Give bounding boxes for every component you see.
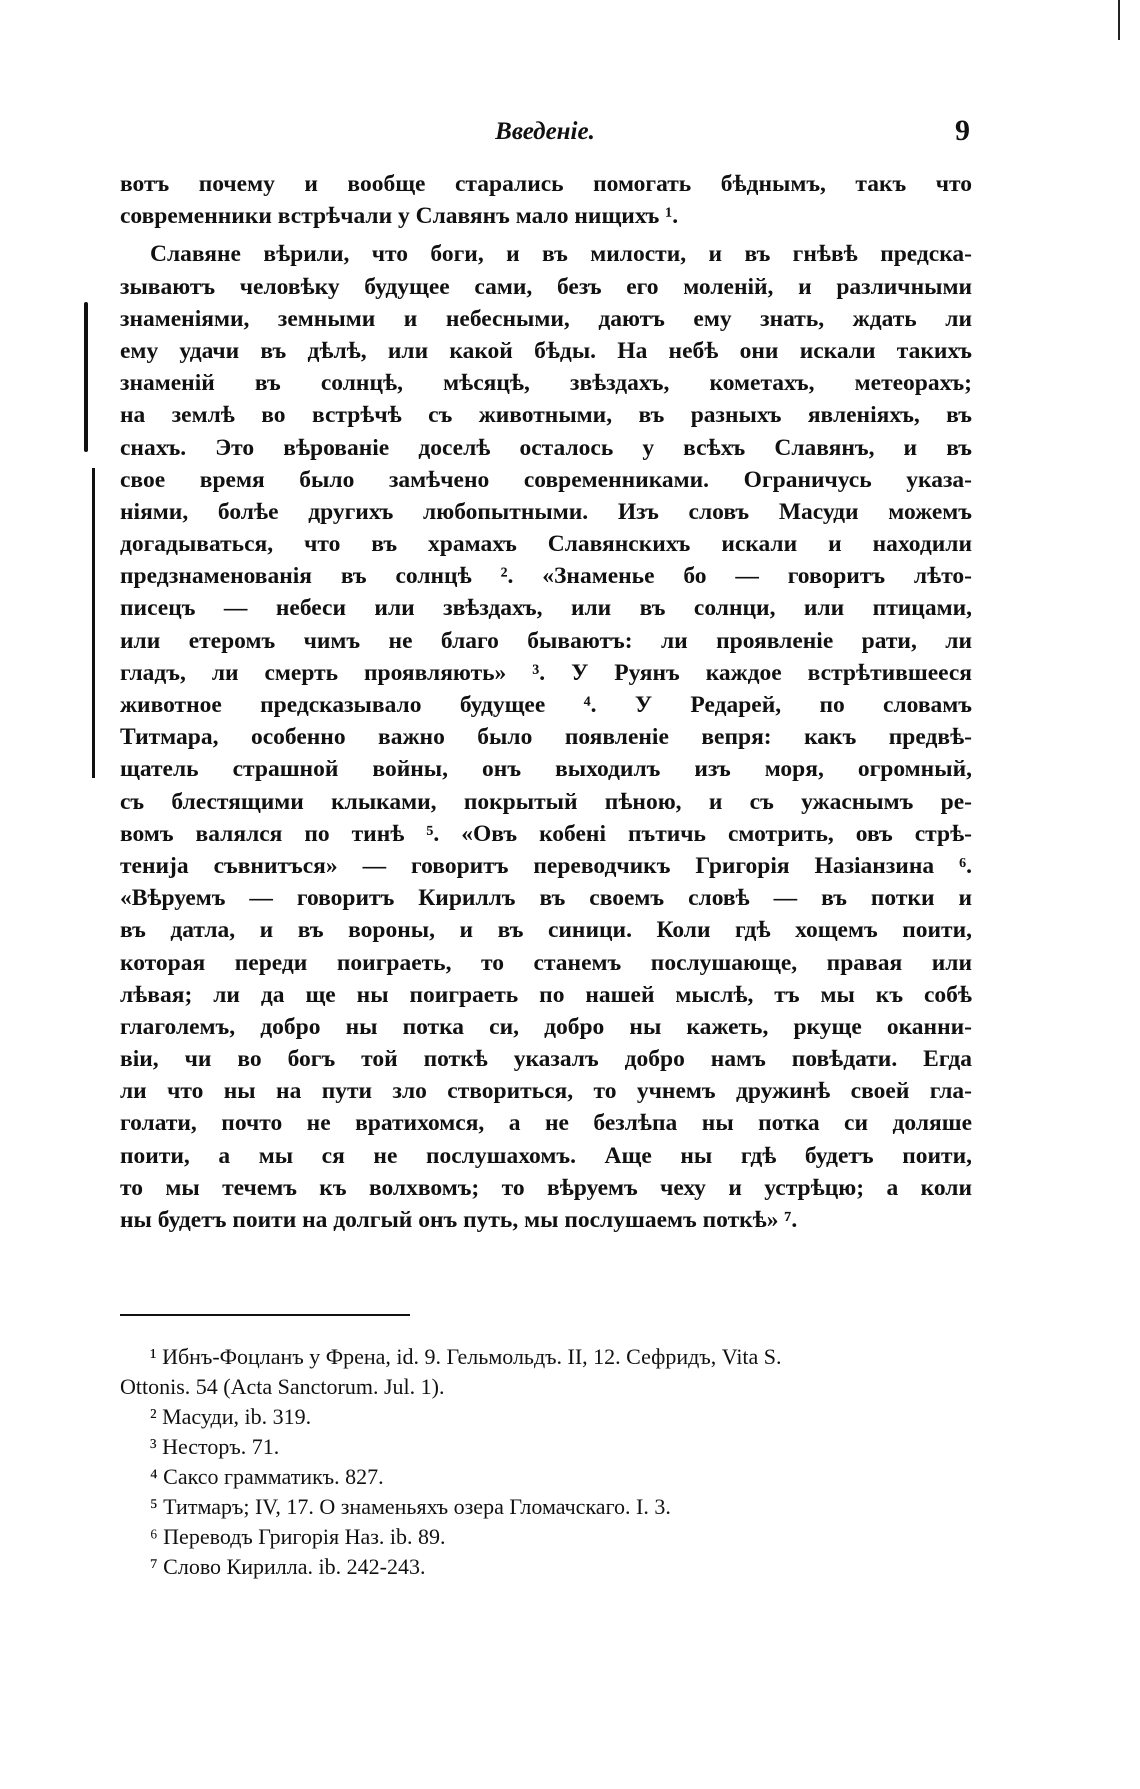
margin-mark-long xyxy=(92,468,95,778)
text-line: ли что ны на пути зло створиться, то учнемъ дружинѣ своей гла- xyxy=(120,1078,972,1105)
footnote: ¹ Ибнъ-Фоцланъ у Френа, id. 9. Гельмольдъ. II, 12. Сефридъ, Vita S. xyxy=(150,1344,782,1369)
text-line: или етеромъ чимъ не благо бываютъ: ли проявленіе рати, ли xyxy=(120,627,972,654)
text-line: ніями, болѣе другихъ любопытными. Изъ словъ Масуди можемъ xyxy=(120,498,972,525)
footnote: ⁵ Титмаръ; IV, 17. О знаменьяхъ озера Гломачскаго. I. 3. xyxy=(150,1494,671,1519)
text-line: вомъ валялся по тинѣ ⁵. «Овъ кобені пътичь смотрить, овъ стрѣ- xyxy=(120,820,972,847)
text-line: Славяне вѣрили, что боги, и въ милости, и въ гнѣвѣ предска- xyxy=(150,241,972,268)
text-line: на землѣ во встрѣчѣ съ животными, въ разныхъ явленіяхъ, въ xyxy=(120,402,972,429)
text-line: ны будетъ поити на долгый онъ путь, мы послушаемъ поткѣ» ⁷. xyxy=(120,1207,798,1233)
text-line: віи, чи во богъ той поткѣ указалъ добро намъ повѣдати. Егда xyxy=(120,1046,972,1073)
text-line: «Вѣруемъ — говоритъ Кириллъ въ своемъ словѣ — въ потки и xyxy=(120,885,972,912)
text-line: догадываться, что въ храмахъ Славянскихъ искали и находили xyxy=(120,531,972,558)
text-line: современники встрѣчали у Славянъ мало нищихъ ¹. xyxy=(120,203,679,230)
text-line: писецъ — небеси или звѣздахъ, или въ солнци, или птицами, xyxy=(120,595,972,622)
text-line: Титмара, особенно важно было появленіе вепря: какъ предвѣ- xyxy=(120,724,972,751)
page-edge-mark xyxy=(1118,0,1120,40)
margin-mark xyxy=(84,302,88,452)
text-line: вотъ почему и вообще старались помогать бѣднымъ, такъ что xyxy=(120,171,972,197)
text-line: знаменіями, земными и небесными, даютъ ему знать, ждать ли xyxy=(120,305,972,332)
running-header xyxy=(120,114,970,154)
text-line: поити, а мы ся не послушахомъ. Аще ны гдѣ будетъ поити, xyxy=(120,1142,972,1169)
text-line: ему удачи въ дѣлѣ, или какой бѣды. На небѣ они искали такихъ xyxy=(120,337,972,364)
text-line: снахъ. Это вѣрованіе доселѣ осталось у всѣхъ Славянъ, и въ xyxy=(120,434,972,461)
text-line: глаголемъ, добро ны потка си, добро ны кажеть, ркуще оканни- xyxy=(120,1013,972,1040)
footnote: ³ Несторъ. 71. xyxy=(150,1434,280,1459)
text-line: свое время было замѣчено современниками. Ограничусь указа- xyxy=(120,466,972,493)
footnote: ⁷ Слово Кирилла. ib. 242-243. xyxy=(150,1554,426,1579)
page-number: 9 xyxy=(955,114,970,147)
text-line: знаменій въ солнцѣ, мѣсяцѣ, звѣздахъ, кометахъ, метеорахъ; xyxy=(120,370,972,397)
text-line: въ датла, и въ вороны, и въ синици. Коли гдѣ хощемъ поити, xyxy=(120,917,972,944)
header-title: Введеніе. xyxy=(495,118,595,145)
text-line: съ блестящими клыками, покрытый пѣною, и съ ужаснымъ ре- xyxy=(120,788,972,815)
body-text xyxy=(120,168,972,1236)
text-line: зываютъ человѣку будущее сами, безъ его моленій, и различными xyxy=(120,273,972,300)
footnote: ⁶ Переводъ Григорія Наз. ib. 89. xyxy=(150,1524,446,1549)
footnotes xyxy=(120,1342,980,1582)
text-line: то мы течемъ къ волхвомъ; то вѣруемъ чеху и устрѣцю; а коли xyxy=(120,1174,972,1201)
footnote: ² Масуди, ib. 319. xyxy=(150,1404,312,1429)
footnote: ⁴ Саксо грамматикъ. 827. xyxy=(150,1464,384,1489)
text-line: тенија съвнитъся» — говоритъ переводчикъ Григорія Назіанзина ⁶. xyxy=(120,852,972,879)
text-line: щатель страшной войны, онъ выходилъ изъ моря, огромный, xyxy=(120,756,972,783)
text-line: предзнаменованія въ солнцѣ ². «Знаменье бо — говоритъ лѣто- xyxy=(120,563,972,590)
text-line: голати, почто не вратихомся, а не безлѣпа ны потка си доляше xyxy=(120,1110,972,1137)
footnote-continuation: Ottonis. 54 (Acta Sanctorum. Jul. 1). xyxy=(120,1374,445,1399)
text-line: лѣвая; ли да ще ны поиграеть по нашей мыслѣ, тъ мы къ собѣ xyxy=(120,981,972,1008)
text-line: гладъ, ли смерть проявляють» ³. У Руянъ каждое встрѣтившееся xyxy=(120,659,972,686)
footnote-divider xyxy=(120,1314,410,1316)
text-line: которая переди поиграеть, то станемъ послушающе, правая или xyxy=(120,949,972,976)
text-line: животное предсказывало будущее ⁴. У Редарей, по словамъ xyxy=(120,692,972,718)
